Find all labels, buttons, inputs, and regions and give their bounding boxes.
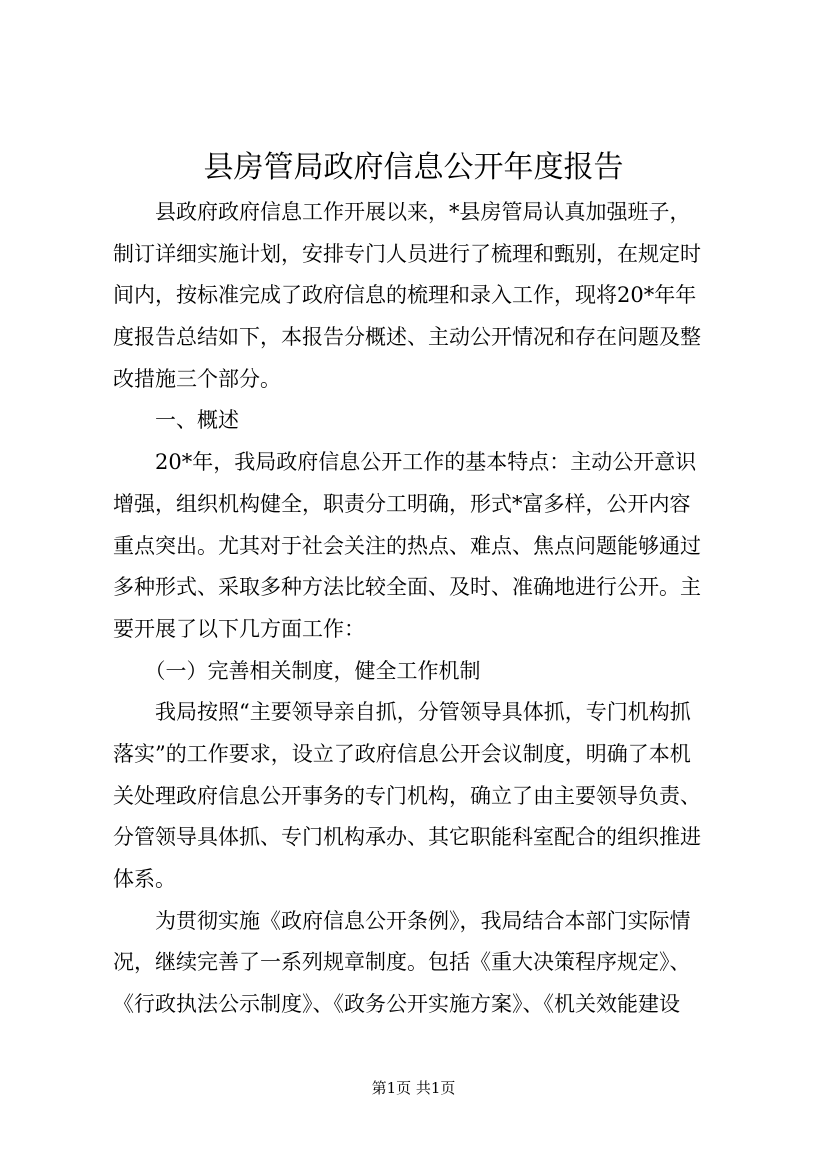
document-title: 县房管局政府信息公开年度报告 [203,150,624,185]
body-line: 为贯彻实施《政府信息公开条例》，我局结合本部门实际情 [113,908,691,933]
body-line: 况，继续完善了一系列规章制度。包括《重大决策程序规定》、 [113,950,691,975]
section-heading: 一、概述 [113,408,239,433]
body-line: 分管领导具体抓、专门机构承办、其它职能科室配合的组织推进 [113,825,701,850]
body-line: 《行政执法公示制度》、《政务公开实施方案》、《机关效能建设 [113,992,680,1017]
body-line: 制订详细实施计划，安排专门人员进行了梳理和甄别，在规定时 [113,241,701,266]
body-line: 增强，组织机构健全，职责分工明确，形式*富多样，公开内容 [113,491,691,516]
body-line: 间内，按标准完成了政府信息的梳理和录入工作，现将20*年年 [113,283,697,308]
body-line: 重点突出。尤其对于社会关注的热点、难点、焦点问题能够通过 [113,533,701,558]
body-line: 县政府政府信息工作开展以来，*县房管局认真加强班子， [113,200,691,224]
page-footer: 第1页 共1页 [371,1079,456,1097]
body-line: 要开展了以下几方面工作： [113,616,365,641]
body-line: 体系。 [113,867,176,891]
body-line: 度报告总结如下，本报告分概述、主动公开情况和存在问题及整 [113,325,701,350]
body-line: 关处理政府信息公开事务的专门机构，确立了由主要领导负责、 [113,783,701,808]
subsection-heading: （一）完善相关制度，健全工作机制 [113,658,481,683]
body-line: 改措施三个部分。 [113,366,281,391]
document-body [113,192,725,1026]
body-line: 多种形式、采取多种方法比较全面、及时、准确地进行公开。主 [113,575,701,600]
body-line: 我局按照“主要领导亲自抓，分管领导具体抓，专门机构抓 [113,700,691,725]
body-line: 20*年，我局政府信息公开工作的基本特点：主动公开意识 [113,450,697,475]
body-line: 落实”的工作要求，设立了政府信息公开会议制度，明确了本机 [113,741,691,766]
